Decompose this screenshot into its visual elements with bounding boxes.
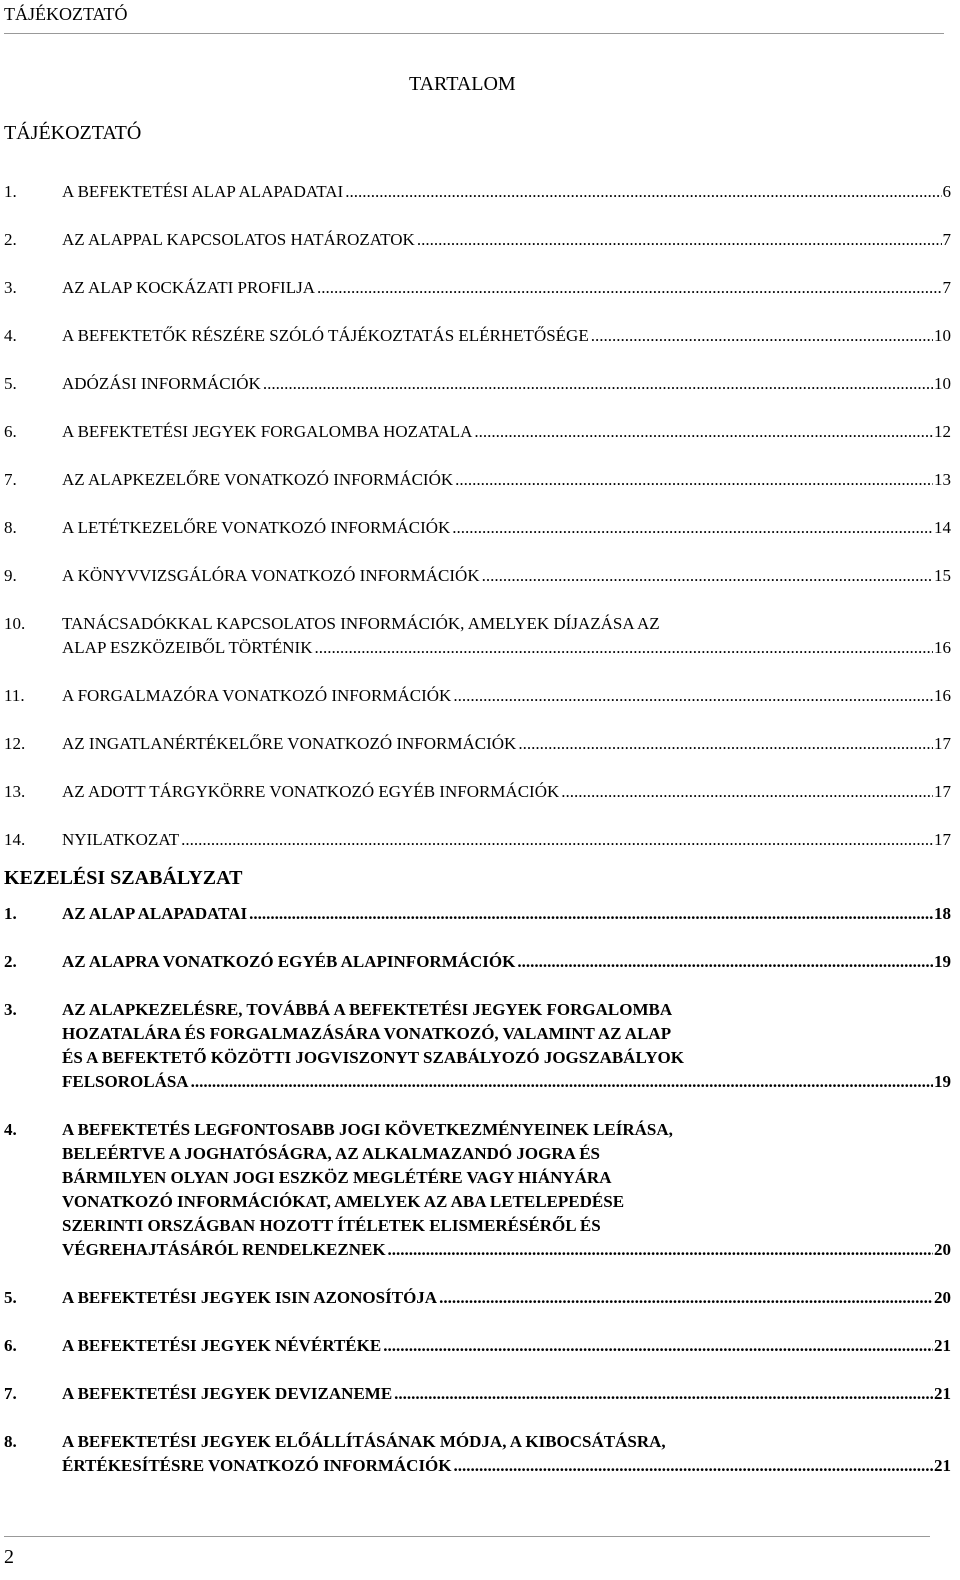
toc-entry-title: BELEÉRTVE A JOGHATÓSÁGRA, AZ ALKALMAZANDÓ JOGRA ÉS (62, 1144, 600, 1163)
toc-entry-page: 10 (934, 374, 951, 393)
toc-entry-title: AZ INGATLANÉRTÉKELŐRE VONATKOZÓ INFORMÁCIÓK (62, 734, 517, 753)
toc-entry-page: 12 (934, 422, 951, 441)
dot-leader (474, 420, 933, 444)
toc-entry-number: 6. (4, 1336, 17, 1355)
toc-entry[interactable] (4, 276, 951, 300)
dot-leader (249, 902, 933, 926)
dot-leader (561, 780, 933, 804)
toc-entry-title: AZ ALAPRA VONATKOZÓ EGYÉB ALAPINFORMÁCIÓK (62, 952, 516, 971)
toc-entry-number: 2. (4, 952, 17, 971)
toc-entry-title: AZ ALAPPAL KAPCSOLATOS HATÁROZATOK (62, 230, 415, 249)
toc-entry-page: 7 (942, 278, 951, 297)
toc-entry-number: 1. (4, 182, 17, 201)
dot-leader (394, 1382, 933, 1406)
toc-entry-page: 21 (934, 1456, 951, 1475)
toc-entry-title: BÁRMILYEN OLYAN JOGI ESZKÖZ MEGLÉTÉRE VAGY HIÁNYÁRA (62, 1168, 612, 1187)
toc-entry-title: ÉS A BEFEKTETŐ KÖZÖTTI JOGVISZONYT SZABÁLYOZÓ JOGSZABÁLYOK (62, 1048, 684, 1067)
toc-entry-page: 18 (934, 904, 951, 923)
toc-entry-title: A BEFEKTETÉSI JEGYEK ISIN AZONOSÍTÓJA (62, 1288, 438, 1307)
toc-entry[interactable] (4, 516, 951, 540)
section-heading-kezelesi-szabalyzat: KEZELÉSI SZABÁLYZAT (4, 867, 243, 889)
dot-leader (263, 372, 933, 396)
toc-entry-page: 20 (934, 1288, 951, 1307)
dot-leader (345, 180, 941, 204)
toc-entry[interactable] (4, 420, 951, 444)
dot-leader (591, 324, 933, 348)
toc-entry-title: AZ ALAP ALAPADATAI (62, 904, 248, 923)
toc-entry[interactable] (4, 324, 951, 348)
toc-entry[interactable] (4, 828, 951, 852)
dot-leader (482, 564, 933, 588)
toc-entry-number: 4. (4, 326, 17, 345)
dot-leader (388, 1238, 933, 1262)
toc-entry[interactable] (4, 1118, 951, 1262)
toc-entry[interactable] (4, 1430, 951, 1478)
toc-entry-page: 10 (934, 326, 951, 345)
toc-entry-title: A KÖNYVVIZSGÁLÓRA VONATKOZÓ INFORMÁCIÓK (62, 566, 480, 585)
toc-entry[interactable] (4, 780, 951, 804)
toc-entry-title: TANÁCSADÓKKAL KAPCSOLATOS INFORMÁCIÓK, AMELYEK DÍJAZÁSA AZ (62, 614, 660, 633)
toc-entry-title: FELSOROLÁSA (62, 1072, 189, 1091)
toc-entry-page: 13 (934, 470, 951, 489)
toc-entry-title: ALAP ESZKÖZEIBŐL TÖRTÉNIK (62, 638, 313, 657)
toc-entry-number: 5. (4, 374, 17, 393)
toc-entry-page: 17 (934, 734, 951, 753)
toc-entry[interactable] (4, 1382, 951, 1406)
toc-entry-page: 19 (934, 1072, 951, 1091)
toc-entry-title: A BEFEKTETÉSI JEGYEK DEVIZANEME (62, 1384, 393, 1403)
dot-leader (439, 1286, 933, 1310)
dot-leader (417, 228, 942, 252)
dot-leader (181, 828, 933, 852)
running-header: TÁJÉKOZTATÓ (4, 4, 128, 24)
toc-entry-title: VÉGREHAJTÁSÁRÓL RENDELKEZNEK (62, 1240, 386, 1259)
toc-entry[interactable] (4, 612, 951, 660)
toc-entry-number: 6. (4, 422, 17, 441)
toc-entry-number: 8. (4, 1432, 17, 1451)
dot-leader (454, 1454, 933, 1478)
toc-entry-title: SZERINTI ORSZÁGBAN HOZOTT ÍTÉLETEK ELISMERÉSÉRŐL ÉS (62, 1216, 601, 1235)
toc-entry-page: 16 (934, 638, 951, 657)
toc-entry-number: 2. (4, 230, 17, 249)
toc-entry[interactable] (4, 372, 951, 396)
toc-entry-page: 16 (934, 686, 951, 705)
toc-entry-number: 4. (4, 1120, 17, 1139)
toc-entry[interactable] (4, 732, 951, 756)
toc-entry-title: NYILATKOZAT (62, 830, 180, 849)
toc-entry-title: AZ ALAPKEZELÉSRE, TOVÁBBÁ A BEFEKTETÉSI JEGYEK FORGALOMBA (62, 1000, 673, 1019)
toc-title: TARTALOM (409, 73, 516, 95)
toc-entry-number: 3. (4, 1000, 17, 1019)
toc-entry-number: 7. (4, 1384, 17, 1403)
toc-entry-number: 14. (4, 830, 26, 849)
toc-entry[interactable] (4, 564, 951, 588)
toc-entry-title: AZ ADOTT TÁRGYKÖRRE VONATKOZÓ EGYÉB INFORMÁCIÓK (62, 782, 560, 801)
toc-entry[interactable] (4, 1286, 951, 1310)
dot-leader (455, 468, 933, 492)
dot-leader (317, 276, 942, 300)
toc-entry[interactable] (4, 902, 951, 926)
page-number: 2 (4, 1546, 14, 1568)
toc-entry-number: 12. (4, 734, 26, 753)
toc-entry-number: 11. (4, 686, 25, 705)
toc-entry-title: A LETÉTKEZELŐRE VONATKOZÓ INFORMÁCIÓK (62, 518, 451, 537)
toc-entry[interactable] (4, 950, 951, 974)
toc-entry-number: 7. (4, 470, 17, 489)
toc-entry-title: VONATKOZÓ INFORMÁCIÓKAT, AMELYEK AZ ABA LETELEPEDÉSE (62, 1192, 625, 1211)
toc-entry-number: 1. (4, 904, 17, 923)
toc-entry[interactable] (4, 180, 951, 204)
toc-entry[interactable] (4, 998, 951, 1094)
toc-entry-title: ADÓZÁSI INFORMÁCIÓK (62, 374, 261, 393)
toc-entry[interactable] (4, 1334, 951, 1358)
toc-entry-page: 20 (934, 1240, 951, 1259)
toc-entry[interactable] (4, 684, 951, 708)
dot-leader (383, 1334, 933, 1358)
toc-entry-page: 6 (942, 182, 951, 201)
section-heading-tajekoztato: TÁJÉKOZTATÓ (4, 122, 142, 144)
toc-entry[interactable] (4, 228, 951, 252)
toc-entry-title: ÉRTÉKESÍTÉSRE VONATKOZÓ INFORMÁCIÓK (62, 1456, 452, 1475)
toc-entry-page: 17 (934, 830, 951, 849)
toc-entry-page: 14 (934, 518, 951, 537)
toc-entry-number: 13. (4, 782, 26, 801)
toc-entry-number: 3. (4, 278, 17, 297)
dot-leader (452, 516, 933, 540)
toc-entry-title: A FORGALMAZÓRA VONATKOZÓ INFORMÁCIÓK (62, 686, 452, 705)
toc-entry-page: 15 (934, 566, 951, 585)
toc-entry-number: 9. (4, 566, 17, 585)
toc-entry-page: 17 (934, 782, 951, 801)
toc-entry-page: 21 (934, 1336, 951, 1355)
toc-entry-title: AZ ALAPKEZELŐRE VONATKOZÓ INFORMÁCIÓK (62, 470, 454, 489)
dot-leader (315, 636, 934, 660)
footer-rule (4, 1536, 930, 1537)
toc-entry-page: 19 (934, 952, 951, 971)
toc-entry-page: 7 (942, 230, 951, 249)
toc-entry-title: AZ ALAP KOCKÁZATI PROFILJA (62, 278, 315, 297)
toc-entry-title: A BEFEKTETÉSI JEGYEK FORGALOMBA HOZATALA (62, 422, 473, 441)
toc-entry-number: 10. (4, 614, 26, 633)
toc-entry-title: A BEFEKTETŐK RÉSZÉRE SZÓLÓ TÁJÉKOZTATÁS ELÉRHETŐSÉGE (62, 326, 589, 345)
dot-leader (518, 732, 933, 756)
dot-leader (453, 684, 933, 708)
toc-entry-title: A BEFEKTETÉSI ALAP ALAPADATAI (62, 182, 344, 201)
toc-entry-number: 8. (4, 518, 17, 537)
toc-entry-title: A BEFEKTETÉS LEGFONTOSABB JOGI KÖVETKEZMÉNYEINEK LEÍRÁSA, (62, 1120, 673, 1139)
toc-entry-title: A BEFEKTETÉSI JEGYEK ELŐÁLLÍTÁSÁNAK MÓDJA, A KIBOCSÁTÁSRA, (62, 1432, 666, 1451)
toc-entry-title: A BEFEKTETÉSI JEGYEK NÉVÉRTÉKE (62, 1336, 382, 1355)
toc-entry-title: HOZATALÁRA ÉS FORGALMAZÁSÁRA VONATKOZÓ, VALAMINT AZ ALAP (62, 1024, 672, 1043)
toc-entry[interactable] (4, 468, 951, 492)
dot-leader (191, 1070, 933, 1094)
toc-entry-page: 21 (934, 1384, 951, 1403)
toc-entry-number: 5. (4, 1288, 17, 1307)
dot-leader (517, 950, 933, 974)
